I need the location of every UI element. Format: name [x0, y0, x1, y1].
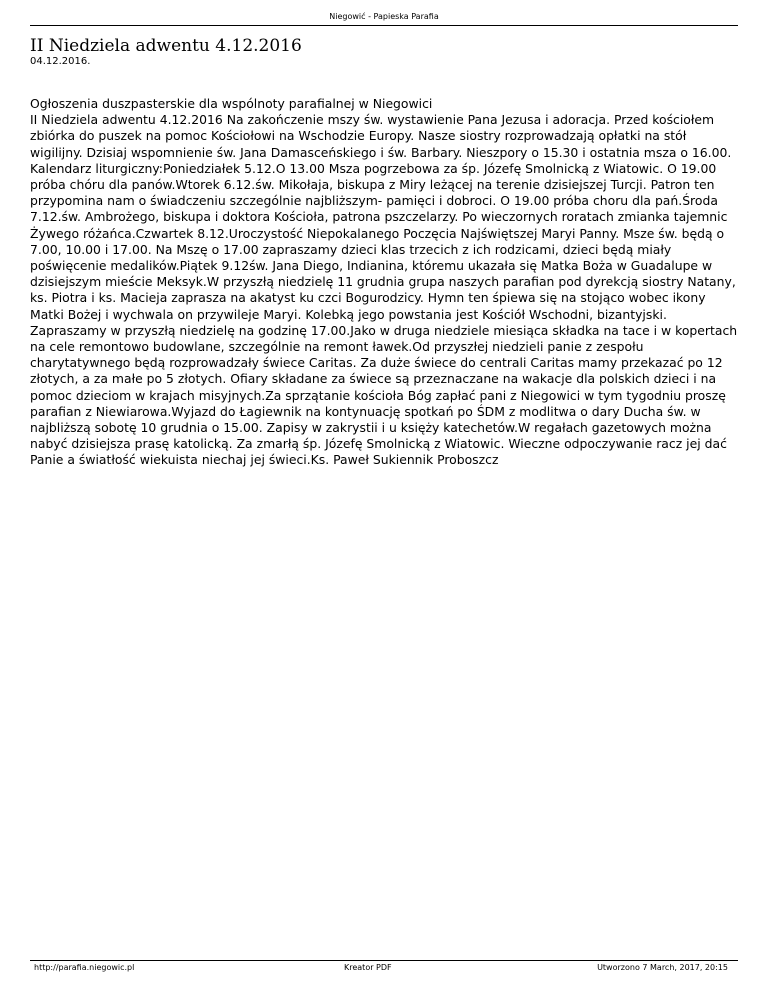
page-footer: [30, 960, 738, 975]
site-title: Niegowić - Papieska Parafia: [329, 12, 439, 21]
article-date: 04.12.2016.: [30, 56, 91, 67]
article-paragraph: Kalendarz liturgiczny:Poniedziałek 5.12.O 13.00 Msza pogrzebowa za śp. Józefę Smolnicką z Wiatowic. O 19.00 próba chóru dla panów.Wtorek 6.12.św. Mikołaja, biskupa z Miry leżącej na terenie dzisiejszej Turcji. Patron ten przypomina nam o świadczeniu szczególnie najbliższym- pamięci i dobroci. O 19.00 próba choru dla pań.Środa 7.12.św. Ambrożego, biskupa i doktora Kościoła, patrona pszczelarzy. Po wieczornych roratach zmianka tajemnic Żywego różańca.Czwartek 8.12.Uroczystość Niepokalanego Poczęcia Najświętszej Maryi Panny. Msze św. będą o 7.00, 10.00 i 17.00. Na Mszę o 17.00 zapraszamy dzieci klas trzecich z ich rodzicami, dzieci będą miały poświęcenie medalików.Piątek 9.12św. Jana Diego, Indianina, któremu ukazała się Matka Boża w Guadalupe w dzisiejszym mieście Meksyk.W przyszłą niedzielę 11 grudnia grupa naszych parafian pod dyrekcją siostry Natany, ks. Piotra i ks. Macieja zaprasza na akatyst ku czci Bogurodzicy. Hymn ten śpiewa się na stojąco wobec ikony Matki Bożej i wychwala on przywileje Maryi. Kolebką jego powstania jest Kościół Wschodni, bizantyjski. Zapraszamy w przyszłą niedzielę na godzinę 17.00.Jako w druga niedziele miesiąca składka na tace i w kopertach na cele remontowo budowlane, szczególnie na remont ławek.Od przyszłej niedzieli panie z zespołu charytatywnego będą rozprowadzały świece Caritas. Za duże świece do centrali Caritas mamy przekazać po 12 złotych, a za małe po 5 złotych. Ofiary składane za świece są przeznaczane na wakacje dla polskich dzieci i na pomoc dzieciom w krajach misyjnych.Za sprzątanie kościoła Bóg zapłać pani z Niegowici w tym tygodniu proszę parafian z Niewiarowa.Wyjazd do Łagiewnik na kontynuację spotkań po ŚDM z modlitwa o dary Ducha św. w najbliższą sobotę 10 grudnia o 15.00. Zapisy w zakrystii i u księży katechetów.W regałach gazetowych można nabyć dzisiejsza prasę katolicką. Za zmarłą śp. Józefę Smolnicką z Wiatowic. Wieczne odpoczywanie racz jej dać Panie a światłość wiekuista niechaj jej świeci.Ks. Paweł Sukiennik Proboszcz: [30, 160, 738, 468]
footer-generator: Kreator PDF: [344, 963, 392, 972]
article-title: II Niedziela adwentu 4.12.2016: [30, 36, 302, 56]
article-paragraph: Ogłoszenia duszpasterskie dla wspólnoty parafialnej w Niegowici: [30, 96, 433, 111]
page-header: [30, 10, 738, 26]
article: [30, 36, 742, 469]
footer-url: http://parafia.niegowic.pl: [34, 963, 135, 972]
footer-created: Utworzono 7 March, 2017, 20:15: [597, 963, 728, 972]
article-body: [30, 96, 742, 469]
article-paragraph: II Niedziela adwentu 4.12.2016 Na zakończenie mszy św. wystawienie Pana Jezusa i adoracja. Przed kościołem zbiórka do puszek na pomoc Kościołowi na Wschodzie Europy. Nasze siostry rozprowadzają opłatki na stół wigilijny. Dzisiaj wspomnienie św. Jana Damasceńskiego i św. Barbary. Nieszpory o 15.30 i ostatnia msza o 16.00.: [30, 112, 732, 160]
